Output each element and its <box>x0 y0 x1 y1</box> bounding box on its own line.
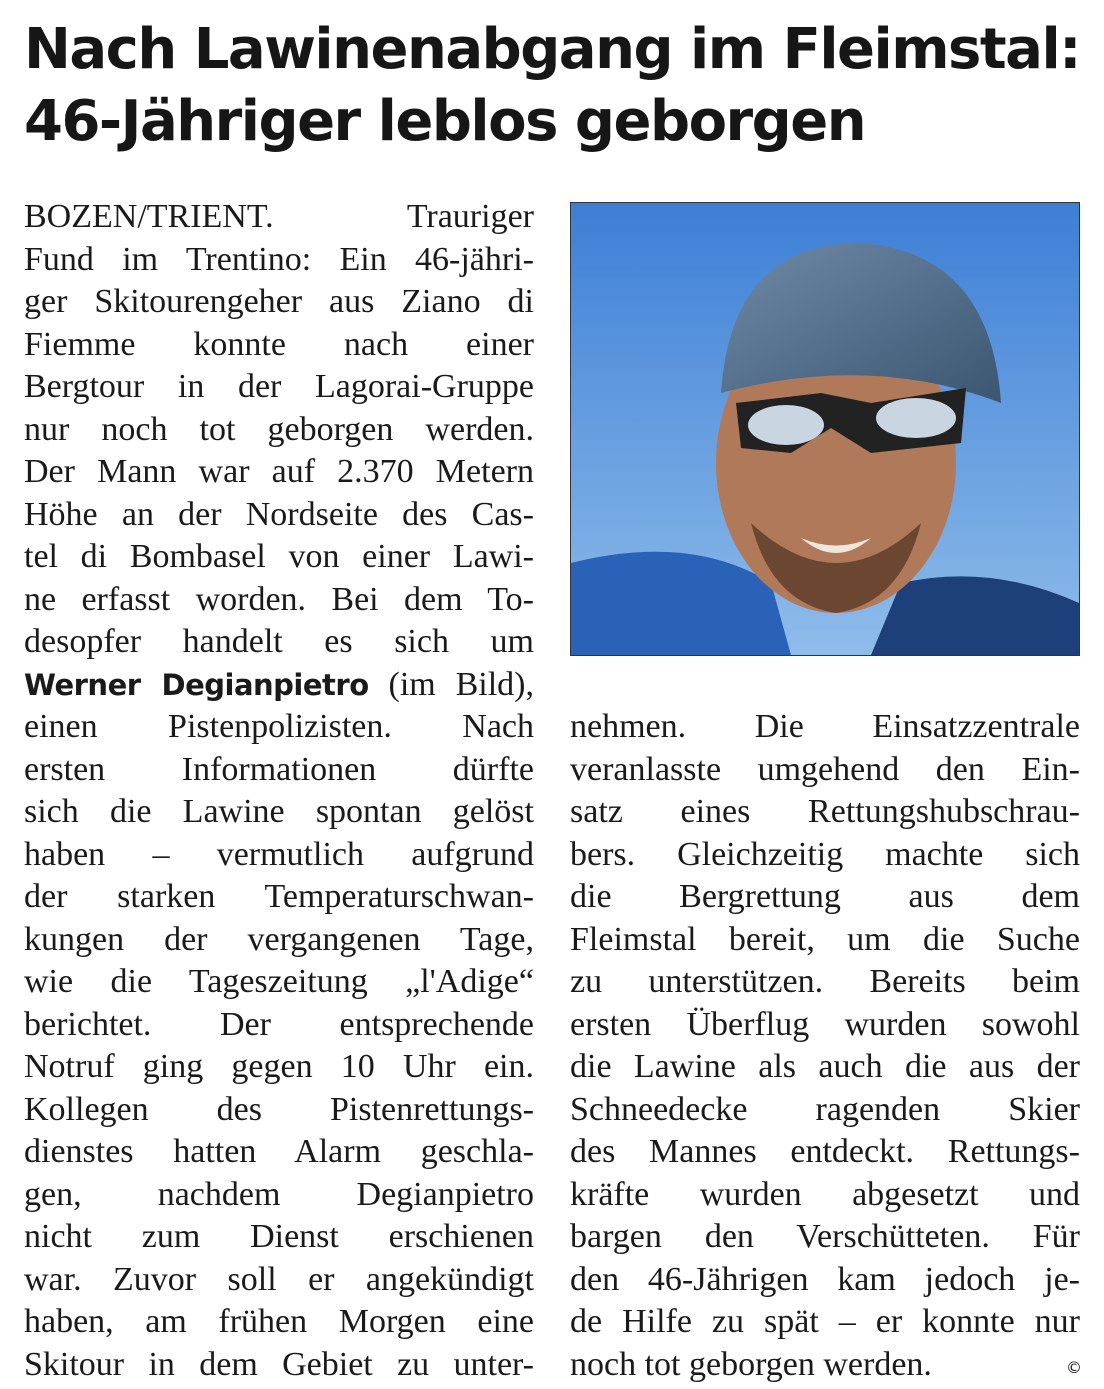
text-line: zu unterstützen. Bereits beim <box>570 963 1080 1000</box>
text-line: noch tot geborgen werden. <box>570 1345 932 1383</box>
text-line: wie die Tageszeitung „l'Adige“ <box>24 963 534 1000</box>
text-line: Fleimstal bereit, um die Suche <box>570 920 1080 958</box>
text-line: Kollegen des Pistenrettungs- <box>24 1090 534 1128</box>
text-line: bargen den Verschütteten. Für <box>570 1218 1080 1255</box>
text-line: desopfer handelt es sich um <box>24 623 534 660</box>
text-line: de Hilfe zu spät – er konnte nur <box>570 1303 1080 1340</box>
text-line: Skitour in dem Gebiet zu unter- <box>24 1345 534 1383</box>
text-line: kungen der vergangenen Tage, <box>24 920 534 958</box>
text-line: haben, am frühen Morgen eine <box>24 1303 534 1340</box>
text-line: haben – vermutlich aufgrund <box>24 835 534 873</box>
text-line: nicht zum Dienst erschienen <box>24 1218 534 1255</box>
copyright-mark: © <box>1066 1358 1082 1377</box>
text-line: Bergtour in der Lagorai-Gruppe <box>24 368 534 405</box>
text-line: kräfte wurden abgesetzt und <box>570 1175 1080 1213</box>
article-left-column <box>24 196 534 1386</box>
text-line: gen, nachdem Degianpietro <box>24 1175 534 1213</box>
text-line: Fund im Trentino: Ein 46-jähri- <box>24 240 534 278</box>
person-name: Werner Degianpietro <box>24 667 369 702</box>
text-line: veranlasste umgehend den Ein- <box>570 750 1080 788</box>
text-line: bers. Gleichzeitig machte sich <box>570 835 1080 873</box>
text-line: Notruf ging gegen 10 Uhr ein. <box>24 1048 534 1085</box>
text-line: Der Mann war auf 2.370 Metern <box>24 453 534 490</box>
text-line: Höhe an der Nordseite des Cas- <box>24 495 534 533</box>
text-line: berichtet. Der entsprechende <box>24 1005 534 1043</box>
text-line: der starken Temperaturschwan- <box>24 878 534 915</box>
text-line: einen Pistenpolizisten. Nach <box>24 708 534 745</box>
article-right-column <box>570 706 1080 1386</box>
text-line: nehmen. Die Einsatzzentrale <box>570 708 1080 745</box>
text-line <box>24 664 534 707</box>
text-line: dienstes hatten Alarm geschla- <box>24 1133 534 1170</box>
text-line: Schneedecke ragenden Skier <box>570 1090 1080 1128</box>
headline <box>24 14 1094 158</box>
text-line: ersten Informationen dürfte <box>24 750 534 788</box>
text-line: satz eines Rettungshubschrau- <box>570 793 1080 830</box>
portrait-image <box>571 203 1079 655</box>
text-line: nur noch tot geborgen werden. <box>24 410 534 448</box>
text-line: ne erfasst worden. Bei dem To- <box>24 580 534 618</box>
text-line: die Lawine als auch die aus der <box>570 1048 1080 1085</box>
headline-line-1: Nach Lawinenabgang im Fleimstal: <box>24 17 1081 82</box>
text-line: ersten Überflug wurden sowohl <box>570 1005 1080 1043</box>
name-suffix: (im Bild), <box>368 665 534 703</box>
text-line: Fiemme konnte nach einer <box>24 325 534 363</box>
text-line: die Bergrettung aus dem <box>570 878 1080 915</box>
text-line: des Mannes entdeckt. Rettungs- <box>570 1133 1080 1170</box>
text-line: den 46-Jährigen kam jedoch je- <box>570 1260 1080 1298</box>
text-line: tel di Bombasel von einer Lawi- <box>24 538 534 575</box>
text-line: BOZEN/TRIENT. Trauriger <box>24 198 534 235</box>
article-photo <box>570 202 1080 656</box>
text-line: war. Zuvor soll er angekündigt <box>24 1260 534 1298</box>
headline-line-2: 46-Jähriger leblos geborgen <box>24 89 866 154</box>
text-line: sich die Lawine spontan gelöst <box>24 793 534 830</box>
text-line: ger Skitourengeher aus Ziano di <box>24 283 534 320</box>
